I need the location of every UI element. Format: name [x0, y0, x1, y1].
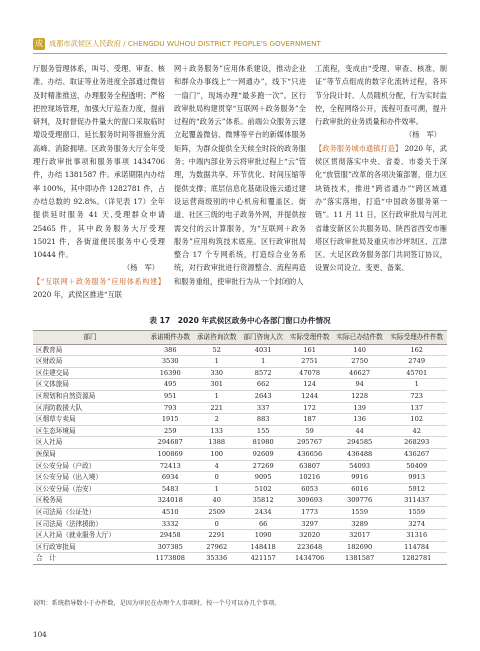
column-header: 部门咨询人次: [240, 331, 286, 345]
value-cell: 63807: [286, 460, 332, 472]
value-cell: 47078: [286, 367, 332, 379]
value-cell: 324018: [147, 495, 193, 507]
table-row: [33, 367, 447, 379]
table-row: [33, 472, 447, 484]
value-cell: 294585: [333, 437, 387, 449]
value-cell: 35336: [193, 553, 239, 565]
department-cell: 区公安分局（户政）: [33, 460, 147, 472]
value-cell: 50409: [386, 460, 447, 472]
value-cell: 1559: [333, 506, 387, 518]
table-row: [33, 530, 447, 542]
value-cell: 162: [386, 344, 447, 356]
table-row: [33, 460, 447, 472]
value-cell: 259: [147, 425, 193, 437]
table-row: [33, 425, 447, 437]
value-cell: 268293: [386, 437, 447, 449]
value-cell: 1228: [333, 390, 387, 402]
subsection-body: 2020 年，武侯区贯彻落实中央、省委、市委关于深化“放管服”改革的各项决策部署，借力区块链技术，推进“跨省通办”“跨区域通办”落实落地，打造“中国政务服务第一链”。11 月 11 日，区行政审批局与河北省雄安新区公共服务局、陕西省西安市雁塔区行政审批局及重庆市沙坪坝区、江津区、大足区政务服务部门共同签订协议，设置公司设立、变更、备案、: [315, 143, 447, 273]
value-cell: 295767: [286, 437, 332, 449]
subsection-bracket-close: 】: [157, 276, 165, 286]
value-cell: 5102: [240, 483, 286, 495]
value-cell: 102: [386, 414, 447, 426]
value-cell: 0: [193, 472, 239, 484]
value-cell: 0: [193, 518, 239, 530]
subsection-paragraph: [33, 275, 165, 302]
table-row: [33, 414, 447, 426]
value-cell: 81980: [240, 437, 286, 449]
value-cell: 59: [286, 425, 332, 437]
value-cell: 72413: [147, 460, 193, 472]
table-row: [33, 379, 447, 391]
column-header: 承诺期件办数: [147, 331, 193, 345]
text-column-2: [174, 62, 306, 288]
value-cell: 148418: [240, 541, 286, 553]
page-header: [0, 38, 480, 52]
value-cell: 1559: [386, 506, 447, 518]
value-cell: 5483: [147, 483, 193, 495]
department-cell: 区住建交局: [33, 367, 147, 379]
table-row: [33, 402, 447, 414]
department-cell: 合 计: [33, 553, 147, 565]
table-row: [33, 437, 447, 449]
value-cell: 662: [240, 379, 286, 391]
value-cell: 27269: [240, 460, 286, 472]
value-cell: 114784: [386, 541, 447, 553]
department-cell: 区烟草专卖局: [33, 414, 147, 426]
value-cell: 40: [193, 495, 239, 507]
value-cell: 2434: [240, 506, 286, 518]
value-cell: 16390: [147, 367, 193, 379]
value-cell: 2291: [193, 530, 239, 542]
value-cell: 421157: [240, 553, 286, 565]
department-cell: 医保局: [33, 448, 147, 460]
value-cell: 100: [193, 448, 239, 460]
table-row: [33, 356, 447, 368]
table-row: [33, 390, 447, 402]
subsection-heading: 政务服务城市通镇打造: [322, 143, 395, 153]
table-row: [33, 506, 447, 518]
value-cell: 92609: [240, 448, 286, 460]
value-cell: 2749: [386, 356, 447, 368]
table-row: [33, 344, 447, 356]
department-cell: 区司法局（公证处）: [33, 506, 147, 518]
value-cell: 45701: [386, 367, 447, 379]
value-cell: 1381587: [333, 553, 387, 565]
value-cell: 4031: [240, 344, 286, 356]
value-cell: 137: [386, 402, 447, 414]
body-paragraph: 网＋政务服务”应用体系建设，推动企业和群众办事线上“一网通办”，线下“只进一扇门”，现场办理“最多跑一次”。区行政审批局构建贯穿“互联网＋政务服务”全过程的“政务云”体系。前端公众服务云建立起覆盖微信、微博等平台的新媒体服务矩阵，为群众提供全天候全时段的政务服务；中端内部业务云将审批过程上“云”管理，为数据共享、环节优化、时间压缩等提供支撑；底层信息化基础设施云通过建设运营商级别的中心机房和覆盖区、街道、社区三级的电子政务外网，并提供按需交付的云计算服务，为“互联网＋政务服务”应用构筑技术底座。区行政审批局整合 17 个专网系统，打造综合业务系统，对行政审批进行资源整合、流程再造和服务重组，使审批行为从一个封闭的人: [174, 64, 306, 286]
author-signature: （杨 军）: [123, 263, 159, 273]
value-cell: 309776: [333, 495, 387, 507]
value-cell: 161: [286, 344, 332, 356]
value-cell: 337: [240, 402, 286, 414]
value-cell: 94: [333, 379, 387, 391]
header-divider: [33, 53, 447, 54]
column-header: 部门: [33, 331, 147, 345]
value-cell: 172: [286, 402, 332, 414]
page-number: 104: [33, 630, 47, 639]
value-cell: 140: [333, 344, 387, 356]
value-cell: 1: [386, 379, 447, 391]
table-header-row: [33, 331, 447, 345]
header-logo: 成: [35, 39, 43, 48]
column-header: 承诺咨询次数: [193, 331, 239, 345]
text-column-1: [33, 62, 165, 301]
value-cell: 221: [193, 402, 239, 414]
value-cell: 793: [147, 402, 193, 414]
value-cell: 1282781: [386, 553, 447, 565]
value-cell: 133: [193, 425, 239, 437]
subsection-bracket-open: 【: [315, 143, 323, 153]
department-cell: 区消防救援大队: [33, 402, 147, 414]
value-cell: 52: [193, 344, 239, 356]
value-cell: 2643: [240, 390, 286, 402]
value-cell: 4: [193, 460, 239, 472]
subsection-bracket-open: 【: [33, 276, 41, 286]
value-cell: 1388: [193, 437, 239, 449]
value-cell: 307385: [147, 541, 193, 553]
value-cell: 723: [386, 390, 447, 402]
table-row: [33, 448, 447, 460]
department-cell: 区人社局（就业服务大厅）: [33, 530, 147, 542]
value-cell: 9913: [386, 472, 447, 484]
department-cell: 区财政局: [33, 356, 147, 368]
value-cell: 309693: [286, 495, 332, 507]
value-cell: 1173808: [147, 553, 193, 565]
body-paragraph: 厅服务管理体系，叫号、受理、审查、核准、办结、取证等业务进度全部通过微信及时精准推送，办理服务全程透明；严格把控现场管理，加强大厅巡查力度，提前研判，及时督促办件量大的窗口采取临时增设受理窗口、延长服务时间等措施分流高峰、消除拥堵。区政务服务大厅全年受理行政审批事项和服务事项 1434706 件，办结 1381587 件。承诺期限内办结率 100%，其中即办件 1282781 件，占办结总数的 92.8%。（详见表 17）全年提供延时服务 41 天,受理群众申请 25465 件，其中政务服务大厅受理 15021 件，各街道便民服务中心受理 10444 件。: [33, 64, 165, 260]
department-cell: 区人社局: [33, 437, 147, 449]
value-cell: 100869: [147, 448, 193, 460]
text-column-3: [315, 62, 447, 275]
value-cell: 311437: [386, 495, 447, 507]
value-cell: 187: [286, 414, 332, 426]
value-cell: 436267: [386, 448, 447, 460]
value-cell: 1434706: [286, 553, 332, 565]
value-cell: 2509: [193, 506, 239, 518]
value-cell: 9095: [240, 472, 286, 484]
value-cell: 182690: [333, 541, 387, 553]
value-cell: 330: [193, 367, 239, 379]
value-cell: 3289: [333, 518, 387, 530]
value-cell: 301: [193, 379, 239, 391]
department-cell: 区行政审批局: [33, 541, 147, 553]
value-cell: 42: [386, 425, 447, 437]
value-cell: 3274: [386, 518, 447, 530]
value-cell: 139: [333, 402, 387, 414]
value-cell: 124: [286, 379, 332, 391]
value-cell: 8572: [240, 367, 286, 379]
value-cell: 223648: [286, 541, 332, 553]
table-note: 说明：系统指导数小于办件数，是因为审民在办理个人事项时，按一个号可以办几个事项。: [33, 600, 281, 607]
value-cell: 6016: [333, 483, 387, 495]
value-cell: 883: [240, 414, 286, 426]
department-cell: 区税务局: [33, 495, 147, 507]
value-cell: 1244: [286, 390, 332, 402]
value-cell: 436488: [333, 448, 387, 460]
subsection-bracket-close: 】: [394, 143, 403, 153]
value-cell: 2750: [333, 356, 387, 368]
value-cell: 3332: [147, 518, 193, 530]
value-cell: 1: [193, 390, 239, 402]
department-cell: 区教育局: [33, 344, 147, 356]
department-cell: 区公安分局（治安）: [33, 483, 147, 495]
body-paragraph: 工流程，变成由“受理、审查、核准、制证”等节点组成的数字化流转过程，各环节分段计时、人员随机分配，行为实时监控，全程网络公开，流程可查可溯，提升行政审批的业务质量和办件效率。: [315, 64, 447, 127]
value-cell: 4510: [147, 506, 193, 518]
table-row: [33, 495, 447, 507]
value-cell: 495: [147, 379, 193, 391]
value-cell: 9916: [333, 472, 387, 484]
value-cell: 3530: [147, 356, 193, 368]
value-cell: 66: [240, 518, 286, 530]
column-header: 实际受理件数: [286, 331, 332, 345]
table-row: [33, 541, 447, 553]
value-cell: 436656: [286, 448, 332, 460]
value-cell: 44: [333, 425, 387, 437]
department-cell: 区公安分局（出入境）: [33, 472, 147, 484]
value-cell: 951: [147, 390, 193, 402]
department-cell: 区规划和自然资源局: [33, 390, 147, 402]
value-cell: 1915: [147, 414, 193, 426]
value-cell: 2751: [286, 356, 332, 368]
value-cell: 6053: [286, 483, 332, 495]
value-cell: 6934: [147, 472, 193, 484]
department-cell: 区文体旅局: [33, 379, 147, 391]
value-cell: 294687: [147, 437, 193, 449]
value-cell: 32017: [333, 530, 387, 542]
table-row: [33, 483, 447, 495]
value-cell: 1: [240, 356, 286, 368]
value-cell: 54093: [333, 460, 387, 472]
value-cell: 35812: [240, 495, 286, 507]
department-cell: 区司法局（法律援助）: [33, 518, 147, 530]
value-cell: 3297: [286, 518, 332, 530]
column-header: 实际已办结件数: [333, 331, 387, 345]
value-cell: 1: [193, 483, 239, 495]
value-cell: 136: [333, 414, 387, 426]
value-cell: 31316: [386, 530, 447, 542]
subsection-paragraph: [315, 142, 447, 275]
author-signature: （杨 军）: [405, 130, 441, 140]
department-cell: 区生态环境局: [33, 425, 147, 437]
value-cell: 386: [147, 344, 193, 356]
value-cell: 46627: [333, 367, 387, 379]
table-row: [33, 518, 447, 530]
data-table: [33, 330, 447, 565]
value-cell: 2: [193, 414, 239, 426]
table-title: 表 17 2020 年武侯区政务中心各部门窗口办件情况: [149, 316, 331, 325]
value-cell: 5912: [386, 483, 447, 495]
subsection-heading: “互联网＋政务服务”应用体系构建: [40, 276, 158, 286]
subsection-body: 2020 年，武侯区推进“互联: [33, 290, 122, 300]
value-cell: 27962: [193, 541, 239, 553]
column-header: 实际受理办件件数: [386, 331, 447, 345]
value-cell: 1773: [286, 506, 332, 518]
header-title: 成都市武侯区人民政府 / CHENGDU WUHOU DISTRICT PEOPLE'S GOVERNMENT: [49, 39, 321, 48]
value-cell: 32020: [286, 530, 332, 542]
value-cell: 29458: [147, 530, 193, 542]
table-total-row: [33, 553, 447, 565]
value-cell: 10216: [286, 472, 332, 484]
value-cell: 1090: [240, 530, 286, 542]
value-cell: 1: [193, 356, 239, 368]
value-cell: 155: [240, 425, 286, 437]
